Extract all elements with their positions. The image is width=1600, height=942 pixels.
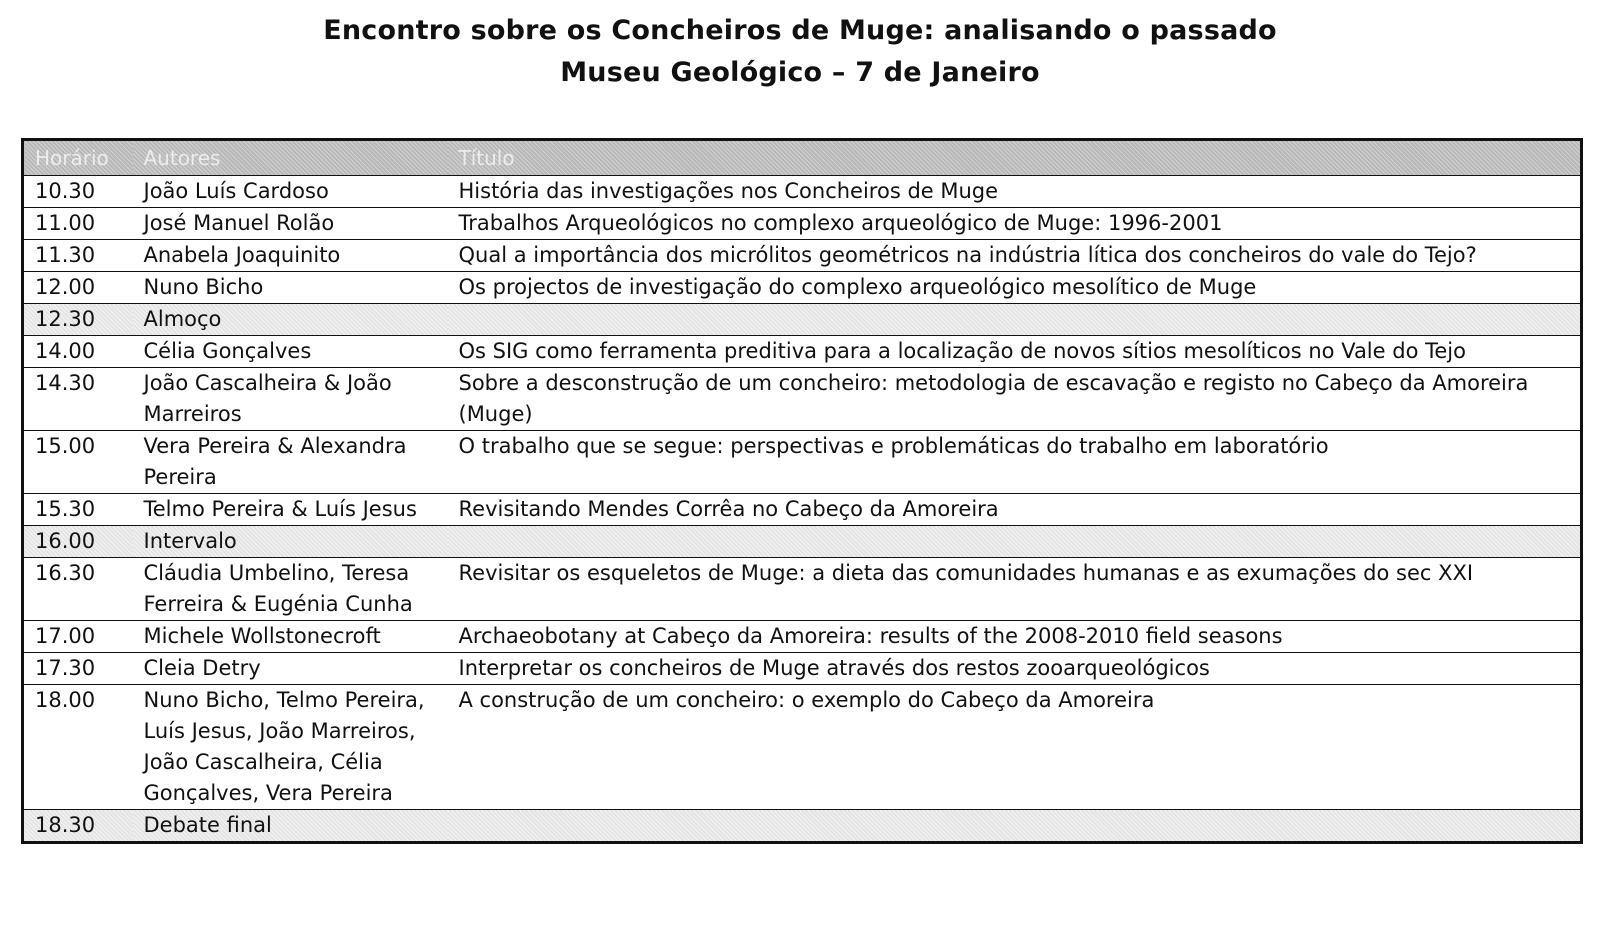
- cell-title: Archaeobotany at Cabeço da Amoreira: results of the 2008-2010 field seasons: [448, 621, 1582, 653]
- table-row-break: [23, 810, 1582, 843]
- cell-time: 10.30: [23, 176, 133, 208]
- table-row: [23, 494, 1582, 526]
- document-subtitle: Museu Geológico – 7 de Janeiro: [560, 57, 1040, 88]
- document-title: Encontro sobre os Concheiros de Muge: analisando o passado: [323, 15, 1277, 46]
- cell-title: Sobre a desconstrução de um concheiro: metodologia de escavação e registo no Cabeço da Amoreira (Muge): [448, 368, 1582, 431]
- table-row-break: [23, 304, 1582, 336]
- cell-authors: João Cascalheira & João Marreiros: [133, 368, 448, 431]
- table-row: [23, 558, 1582, 621]
- cell-authors: Cleia Detry: [133, 653, 448, 685]
- table-row: [23, 272, 1582, 304]
- cell-time: 18.30: [23, 810, 133, 843]
- cell-authors: Anabela Joaquinito: [133, 240, 448, 272]
- cell-authors: Vera Pereira & Alexandra Pereira: [133, 431, 448, 494]
- cell-authors: Cláudia Umbelino, Teresa Ferreira & Eugénia Cunha: [133, 558, 448, 621]
- cell-authors: José Manuel Rolão: [133, 208, 448, 240]
- table-row: [23, 208, 1582, 240]
- schedule-table: [21, 138, 1583, 844]
- table-row: [23, 653, 1582, 685]
- cell-title: A construção de um concheiro: o exemplo do Cabeço da Amoreira: [448, 685, 1582, 810]
- cell-title: O trabalho que se segue: perspectivas e problemáticas do trabalho em laboratório: [448, 431, 1582, 494]
- cell-time: 18.00: [23, 685, 133, 810]
- table-row: [23, 685, 1582, 810]
- cell-title: Interpretar os concheiros de Muge através dos restos zooarqueológicos: [448, 653, 1582, 685]
- cell-title: Qual a importância dos micrólitos geométricos na indústria lítica dos concheiros do vale do Tejo?: [448, 240, 1582, 272]
- column-header-time: Horário: [23, 140, 133, 176]
- cell-time: 12.30: [23, 304, 133, 336]
- cell-authors: Nuno Bicho, Telmo Pereira, Luís Jesus, João Marreiros, João Cascalheira, Célia Gonçalves, Vera Pereira: [133, 685, 448, 810]
- table-row: [23, 176, 1582, 208]
- table-row: [23, 336, 1582, 368]
- cell-time: 17.00: [23, 621, 133, 653]
- cell-time: 14.00: [23, 336, 133, 368]
- table-row: [23, 368, 1582, 431]
- cell-title: Os projectos de investigação do complexo arqueológico mesolítico de Muge: [448, 272, 1582, 304]
- cell-time: 14.30: [23, 368, 133, 431]
- table-header-row: [23, 140, 1582, 176]
- cell-authors: Intervalo: [133, 526, 448, 558]
- cell-authors: Telmo Pereira & Luís Jesus: [133, 494, 448, 526]
- cell-time: 15.00: [23, 431, 133, 494]
- cell-title: [448, 810, 1582, 843]
- cell-title: Os SIG como ferramenta preditiva para a localização de novos sítios mesolíticos no Vale do Tejo: [448, 336, 1582, 368]
- cell-title: [448, 304, 1582, 336]
- cell-authors: Debate final: [133, 810, 448, 843]
- cell-time: 12.00: [23, 272, 133, 304]
- table-row: [23, 621, 1582, 653]
- cell-title: Trabalhos Arqueológicos no complexo arqueológico de Muge: 1996-2001: [448, 208, 1582, 240]
- cell-authors: Almoço: [133, 304, 448, 336]
- column-header-title: Título: [448, 140, 1582, 176]
- table-row: [23, 240, 1582, 272]
- cell-time: 16.30: [23, 558, 133, 621]
- cell-authors: Nuno Bicho: [133, 272, 448, 304]
- cell-time: 11.30: [23, 240, 133, 272]
- cell-time: 11.00: [23, 208, 133, 240]
- cell-time: 17.30: [23, 653, 133, 685]
- cell-title: Revisitando Mendes Corrêa no Cabeço da Amoreira: [448, 494, 1582, 526]
- cell-title: Revisitar os esqueletos de Muge: a dieta das comunidades humanas e as exumações do sec XXI: [448, 558, 1582, 621]
- cell-title: [448, 526, 1582, 558]
- cell-time: 15.30: [23, 494, 133, 526]
- cell-time: 16.00: [23, 526, 133, 558]
- cell-authors: João Luís Cardoso: [133, 176, 448, 208]
- cell-authors: Célia Gonçalves: [133, 336, 448, 368]
- cell-title: História das investigações nos Concheiros de Muge: [448, 176, 1582, 208]
- table-row-break: [23, 526, 1582, 558]
- table-row: [23, 431, 1582, 494]
- cell-authors: Michele Wollstonecroft: [133, 621, 448, 653]
- column-header-authors: Autores: [133, 140, 448, 176]
- document-header: [0, 10, 1600, 94]
